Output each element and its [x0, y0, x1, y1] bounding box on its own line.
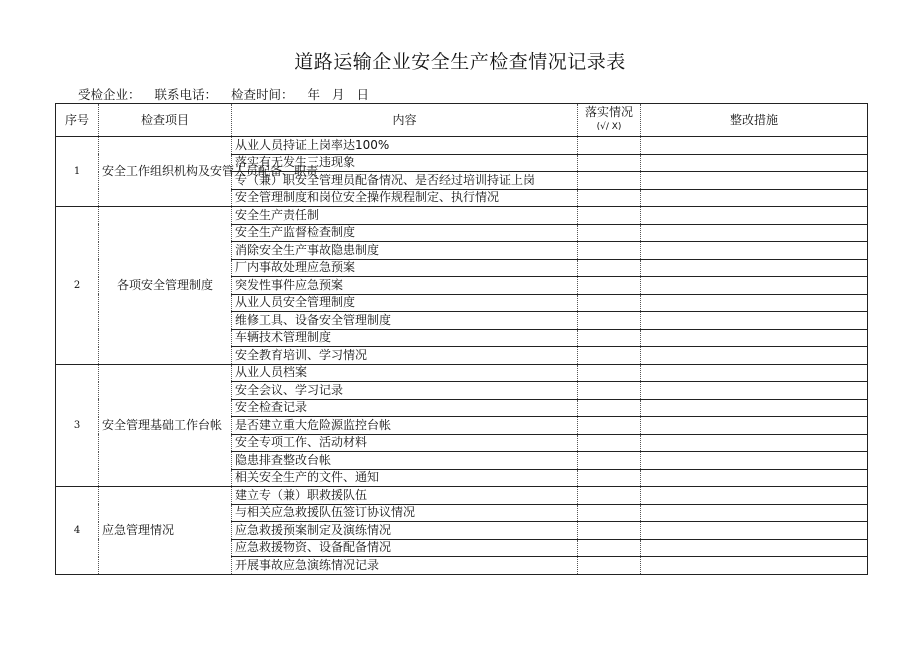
- implementation-cell[interactable]: [578, 504, 641, 522]
- header-implementation: [578, 104, 641, 137]
- action-cell[interactable]: [641, 522, 868, 540]
- inspection-meta: [78, 85, 379, 103]
- implementation-cell[interactable]: [578, 259, 641, 277]
- header-action: 整改措施: [641, 104, 868, 137]
- action-cell[interactable]: [641, 417, 868, 435]
- month-label: 月: [332, 87, 345, 102]
- implementation-cell[interactable]: [578, 207, 641, 225]
- action-cell[interactable]: [641, 382, 868, 400]
- section-index: 2: [56, 207, 99, 365]
- action-cell[interactable]: [641, 452, 868, 470]
- section-item: 应急管理情况: [99, 487, 232, 575]
- implementation-cell[interactable]: [578, 399, 641, 417]
- action-cell[interactable]: [641, 207, 868, 225]
- implementation-cell[interactable]: [578, 277, 641, 295]
- implementation-cell[interactable]: [578, 242, 641, 260]
- content-cell: 车辆技术管理制度: [232, 329, 578, 347]
- action-cell[interactable]: [641, 504, 868, 522]
- content-cell: 隐患排查整改台帐: [232, 452, 578, 470]
- content-cell: 从业人员档案: [232, 364, 578, 382]
- action-cell[interactable]: [641, 294, 868, 312]
- header-impl-line1: 落实情况: [584, 105, 633, 119]
- content-cell: 突发性事件应急预案: [232, 277, 578, 295]
- section-item: 安全工作组织机构及安管人员配备、职责: [99, 137, 232, 207]
- action-cell[interactable]: [641, 172, 868, 190]
- content-cell: 应急救援物资、设备配备情况: [232, 539, 578, 557]
- action-cell[interactable]: [641, 469, 868, 487]
- implementation-cell[interactable]: [578, 189, 641, 207]
- implementation-cell[interactable]: [578, 452, 641, 470]
- content-cell: 安全生产责任制: [232, 207, 578, 225]
- implementation-cell[interactable]: [578, 137, 641, 155]
- action-cell[interactable]: [641, 329, 868, 347]
- action-cell[interactable]: [641, 312, 868, 330]
- content-cell: 专（兼）职安全管理员配备情况、是否经过培训持证上岗: [232, 172, 578, 190]
- implementation-cell[interactable]: [578, 434, 641, 452]
- day-label: 日: [356, 87, 370, 102]
- page-title: 道路运输企业安全生产检查情况记录表: [294, 51, 626, 73]
- content-cell: 维修工具、设备安全管理制度: [232, 312, 578, 330]
- action-cell[interactable]: [641, 487, 868, 505]
- action-cell[interactable]: [641, 399, 868, 417]
- phone-label: 联系电话：: [154, 87, 218, 102]
- content-cell: 消除安全生产事故隐患制度: [232, 242, 578, 260]
- table-row: [56, 487, 868, 505]
- content-cell: 安全管理制度和岗位安全操作规程制定、执行情况: [232, 189, 578, 207]
- content-cell: 是否建立重大危险源监控台帐: [232, 417, 578, 435]
- action-cell[interactable]: [641, 347, 868, 365]
- implementation-cell[interactable]: [578, 172, 641, 190]
- implementation-cell[interactable]: [578, 522, 641, 540]
- action-cell[interactable]: [641, 242, 868, 260]
- implementation-cell[interactable]: [578, 539, 641, 557]
- content-cell: 相关安全生产的文件、通知: [232, 469, 578, 487]
- header-item: 检查项目: [99, 104, 232, 137]
- implementation-cell[interactable]: [578, 294, 641, 312]
- content-cell: 安全专项工作、活动材料: [232, 434, 578, 452]
- company-label: 受检企业：: [78, 87, 141, 102]
- action-cell[interactable]: [641, 539, 868, 557]
- header-row: [56, 104, 868, 137]
- action-cell[interactable]: [641, 224, 868, 242]
- table-body: [56, 137, 868, 575]
- implementation-cell[interactable]: [578, 487, 641, 505]
- action-cell[interactable]: [641, 557, 868, 575]
- content-cell: 厂内事故处理应急预案: [232, 259, 578, 277]
- implementation-cell[interactable]: [578, 417, 641, 435]
- content-cell: 安全检查记录: [232, 399, 578, 417]
- implementation-cell[interactable]: [578, 312, 641, 330]
- table-row: [56, 207, 868, 225]
- implementation-cell[interactable]: [578, 347, 641, 365]
- content-cell: 安全教育培训、学习情况: [232, 347, 578, 365]
- content-cell: 从业人员持证上岗率达100%: [232, 137, 578, 155]
- implementation-cell[interactable]: [578, 154, 641, 172]
- action-cell[interactable]: [641, 434, 868, 452]
- action-cell[interactable]: [641, 364, 868, 382]
- section-index: 1: [56, 137, 99, 207]
- time-label: 检查时间：: [231, 87, 294, 102]
- header-content: 内容: [232, 104, 578, 137]
- content-cell: 与相关应急救援队伍签订协议情况: [232, 504, 578, 522]
- action-cell[interactable]: [641, 277, 868, 295]
- implementation-cell[interactable]: [578, 329, 641, 347]
- implementation-cell[interactable]: [578, 382, 641, 400]
- action-cell[interactable]: [641, 259, 868, 277]
- table-row: [56, 137, 868, 155]
- content-cell: 落实有无发生三违现象: [232, 154, 578, 172]
- action-cell[interactable]: [641, 154, 868, 172]
- content-cell: 安全会议、学习记录: [232, 382, 578, 400]
- section-index: 3: [56, 364, 99, 487]
- section-item: 各项安全管理制度: [99, 207, 232, 365]
- table-row: [56, 364, 868, 382]
- content-cell: 安全生产监督检查制度: [232, 224, 578, 242]
- inspection-table: [55, 103, 868, 575]
- header-index: 序号: [56, 104, 99, 137]
- implementation-cell[interactable]: [578, 557, 641, 575]
- action-cell[interactable]: [641, 137, 868, 155]
- content-cell: 应急救援预案制定及演练情况: [232, 522, 578, 540]
- header-impl-line2: (√/ X): [596, 122, 622, 132]
- implementation-cell[interactable]: [578, 224, 641, 242]
- implementation-cell[interactable]: [578, 364, 641, 382]
- section-index: 4: [56, 487, 99, 575]
- section-item: 安全管理基础工作台帐: [99, 364, 232, 487]
- content-cell: 从业人员安全管理制度: [232, 294, 578, 312]
- action-cell[interactable]: [641, 189, 868, 207]
- content-cell: 建立专（兼）职救援队伍: [232, 487, 578, 505]
- year-label: 年: [307, 87, 321, 102]
- content-cell: 开展事故应急演练情况记录: [232, 557, 578, 575]
- implementation-cell[interactable]: [578, 469, 641, 487]
